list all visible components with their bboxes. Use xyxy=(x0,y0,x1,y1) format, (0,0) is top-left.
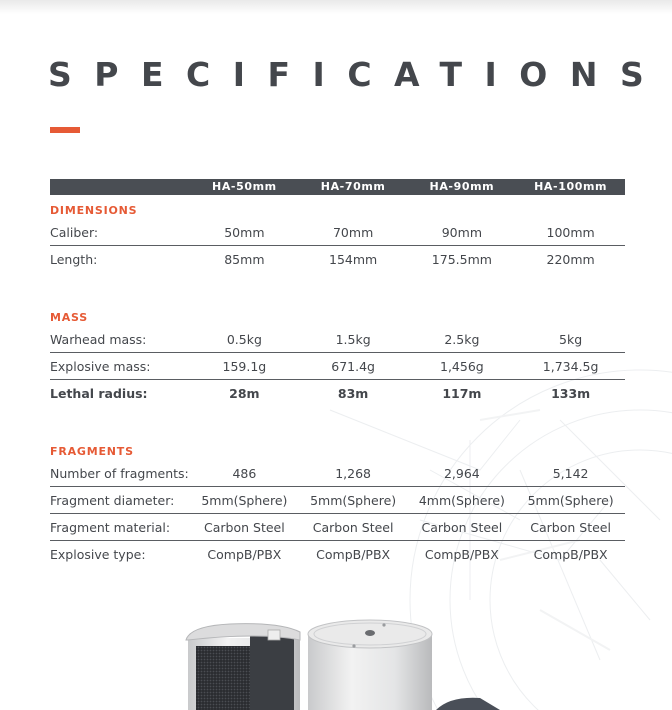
cell-value: 0.5kg xyxy=(190,326,299,353)
cell-value: 1,456g xyxy=(408,353,517,380)
table-row xyxy=(50,380,625,407)
table-row xyxy=(50,514,625,541)
cell-value: Carbon Steel xyxy=(408,514,517,541)
section-fragments xyxy=(50,436,625,460)
cell-value: 1,268 xyxy=(299,460,408,487)
cell-value: 154mm xyxy=(329,251,378,267)
cell-value: 83m xyxy=(337,385,369,401)
row-label: Fragment diameter: xyxy=(50,487,190,514)
row-label: Number of fragments: xyxy=(50,460,190,487)
column-header-ha100: HA-100mm xyxy=(534,180,608,193)
cell-value: CompB/PBX xyxy=(316,546,391,562)
section-heading: FRAGMENTS xyxy=(50,445,134,458)
cell-value: 117m xyxy=(442,385,482,401)
cell-value: 2.5kg xyxy=(408,326,517,353)
cell-value: 5mm(Sphere) xyxy=(299,487,408,514)
table-row xyxy=(50,326,625,353)
cell-value: CompB/PBX xyxy=(533,546,608,562)
row-label: Explosive type: xyxy=(50,546,146,562)
column-header-ha70: HA-70mm xyxy=(320,180,386,193)
cell-value: 70mm xyxy=(299,219,408,246)
cell-value: 4mm(Sphere) xyxy=(408,487,517,514)
cell-value: Carbon Steel xyxy=(190,514,299,541)
table-row xyxy=(50,460,625,487)
page-title: SPECIFICATIONS xyxy=(48,55,667,94)
cell-value: 5mm(Sphere) xyxy=(516,487,625,514)
table-header-row xyxy=(50,179,625,195)
section-heading: MASS xyxy=(50,311,89,324)
column-header-ha90: HA-90mm xyxy=(429,180,495,193)
cell-value: 133m xyxy=(551,385,591,401)
column-header-ha50: HA-50mm xyxy=(212,180,277,193)
table-row xyxy=(50,246,625,273)
cell-value: 28m xyxy=(229,385,260,401)
table-row xyxy=(50,353,625,380)
cell-value: CompB/PBX xyxy=(424,546,499,562)
specifications-table xyxy=(50,179,625,567)
cell-value: 5,142 xyxy=(516,460,625,487)
cell-value: 90mm xyxy=(408,219,517,246)
table-row xyxy=(50,541,625,568)
cell-value: 1,734.5g xyxy=(516,353,625,380)
table-row xyxy=(50,487,625,514)
cutaway-cylinder xyxy=(186,624,300,710)
warhead-product-image xyxy=(170,610,530,710)
cell-value: 2,964 xyxy=(408,460,517,487)
row-label: Warhead mass: xyxy=(50,326,190,353)
cell-value: 175.5mm xyxy=(431,251,492,267)
cell-value: 486 xyxy=(190,460,299,487)
row-label: Lethal radius: xyxy=(50,385,148,401)
title-accent-bar xyxy=(50,127,80,133)
section-spacer xyxy=(50,272,625,302)
cell-value: 1.5kg xyxy=(299,326,408,353)
cell-value: 671.4g xyxy=(299,353,408,380)
cell-value: CompB/PBX xyxy=(207,546,282,562)
cell-value: Carbon Steel xyxy=(299,514,408,541)
section-dimensions xyxy=(50,195,625,219)
cell-value: 159.1g xyxy=(190,353,299,380)
cell-value: 100mm xyxy=(516,219,625,246)
row-label: Length: xyxy=(50,251,98,267)
column-header-label xyxy=(50,179,190,195)
row-label: Caliber: xyxy=(50,219,190,246)
section-heading: DIMENSIONS xyxy=(50,204,138,217)
cell-value: 5kg xyxy=(516,326,625,353)
row-label: Explosive mass: xyxy=(50,353,190,380)
cell-value: Carbon Steel xyxy=(516,514,625,541)
table-row xyxy=(50,219,625,246)
full-cylinder xyxy=(308,620,432,710)
section-mass xyxy=(50,302,625,326)
cell-value: 220mm xyxy=(546,251,595,267)
cell-value: 50mm xyxy=(190,219,299,246)
cell-value: 5mm(Sphere) xyxy=(190,487,299,514)
section-spacer xyxy=(50,406,625,436)
row-label: Fragment material: xyxy=(50,514,190,541)
cell-value: 85mm xyxy=(224,251,265,267)
